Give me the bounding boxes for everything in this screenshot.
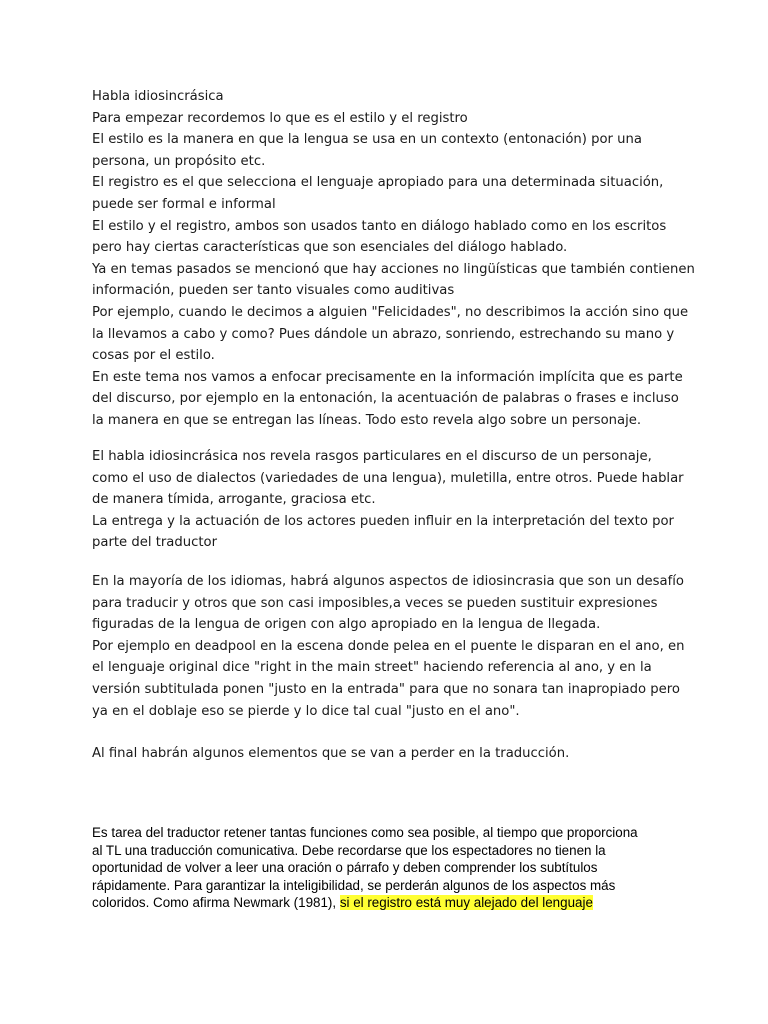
text-line: de manera tímida, arrogante, graciosa etc.	[92, 492, 376, 508]
highlighted-text: si el registro está muy alejado del lenguaje	[339, 895, 593, 910]
text-line: En este tema nos vamos a enfocar precisamente en la información implícita que es parte	[92, 369, 683, 385]
text-line: persona, un propósito etc.	[92, 153, 266, 169]
text-line: versión subtitulada ponen "justo en la entrada" para que no sonara tan inapropiado pero	[92, 681, 680, 697]
text-line: Para empezar recordemos lo que es el estilo y el registro	[92, 110, 468, 126]
text-line: la llevamos a cabo y como? Pues dándole un abrazo, sonriendo, estrechando su mano y	[92, 326, 675, 342]
text-line: puede ser formal e informal	[92, 196, 276, 212]
text-line: La entrega y la actuación de los actores pueden influir en la interpretación del texto por	[92, 513, 674, 529]
text-line: pero hay ciertas características que son esenciales del diálogo hablado.	[92, 240, 568, 256]
text-line: información, pueden ser tanto visuales como auditivas	[92, 283, 455, 299]
text-segment: coloridos. Como afirma Newmark (1981),	[92, 895, 340, 910]
text-line: El registro es el que selecciona el lenguaje apropiado para una determinada situación,	[92, 175, 664, 191]
text-line: Ya en temas pasados se mencionó que hay acciones no lingüísticas que también contienen	[92, 261, 695, 277]
text-line: el lenguaje original dice "right in the main street" haciendo referencia al ano, y en la	[92, 660, 652, 676]
text-line: En la mayoría de los idiomas, habrá algunos aspectos de idiosincrasia que son un desafío	[92, 574, 684, 589]
paragraph-translation-challenges	[92, 571, 692, 722]
text-line: figuradas de la lengua de origen con algo apropiado en la lengua de llegada.	[92, 617, 601, 633]
text-line: Por ejemplo, cuando le decimos a alguien "Felicidades", no describimos la acción sino que	[92, 304, 689, 320]
text-line: al TL una traducción comunicativa. Debe recordarse que los espectadores no tienen la	[92, 842, 606, 858]
text-line: El habla idiosincrásica nos revela rasgos particulares en el discurso de un personaje,	[92, 449, 652, 464]
text-line: Por ejemplo en deadpool en la escena donde pelea en el puente le disparan en el ano, en	[92, 638, 685, 654]
text-line: parte del traductor	[92, 535, 218, 551]
text-line: del discurso, por ejemplo en la entonación, la acentuación de palabras o frases e incluso	[92, 391, 679, 407]
text-line: como el uso de dialectos (variedades de una lengua), muletilla, entre otros. Puede hablar	[92, 470, 684, 486]
paragraph-quoted-source	[92, 824, 712, 912]
text-line: Es tarea del traductor retener tantas funciones como sea posible, al tiempo que proporciona	[92, 825, 638, 840]
paragraph-idiosyncratic-speech	[92, 446, 692, 554]
text-line: oportunidad de volver a leer una oración o párrafo y deben comprender los subtítulos	[92, 860, 598, 875]
text-line: Habla idiosincrásica	[92, 89, 224, 104]
text-line: cosas por el estilo.	[92, 348, 215, 364]
text-line: rápidamente. Para garantizar la inteligibilidad, se perderán algunos de los aspectos más	[92, 877, 616, 893]
text-line: para traducir y otros que son casi imposibles,a veces se pueden sustituir expresiones	[92, 595, 658, 611]
text-line: ya en el doblaje eso se pierde y lo dice tal cual "justo en el ano".	[92, 703, 520, 719]
text-line: El estilo y el registro, ambos son usados tanto en diálogo hablado como en los escritos	[92, 218, 667, 234]
text-line: la manera en que se entregan las líneas. Todo esto revela algo sobre un personaje.	[92, 412, 642, 428]
text-line: El estilo es la manera en que la lengua se usa en un contexto (entonación) por una	[92, 132, 642, 148]
text-line: Al final habrán algunos elementos que se van a perder en la traducción.	[92, 746, 570, 761]
paragraph-intro	[92, 86, 695, 432]
text-line-last	[92, 894, 712, 912]
paragraph-conclusion	[92, 743, 692, 765]
